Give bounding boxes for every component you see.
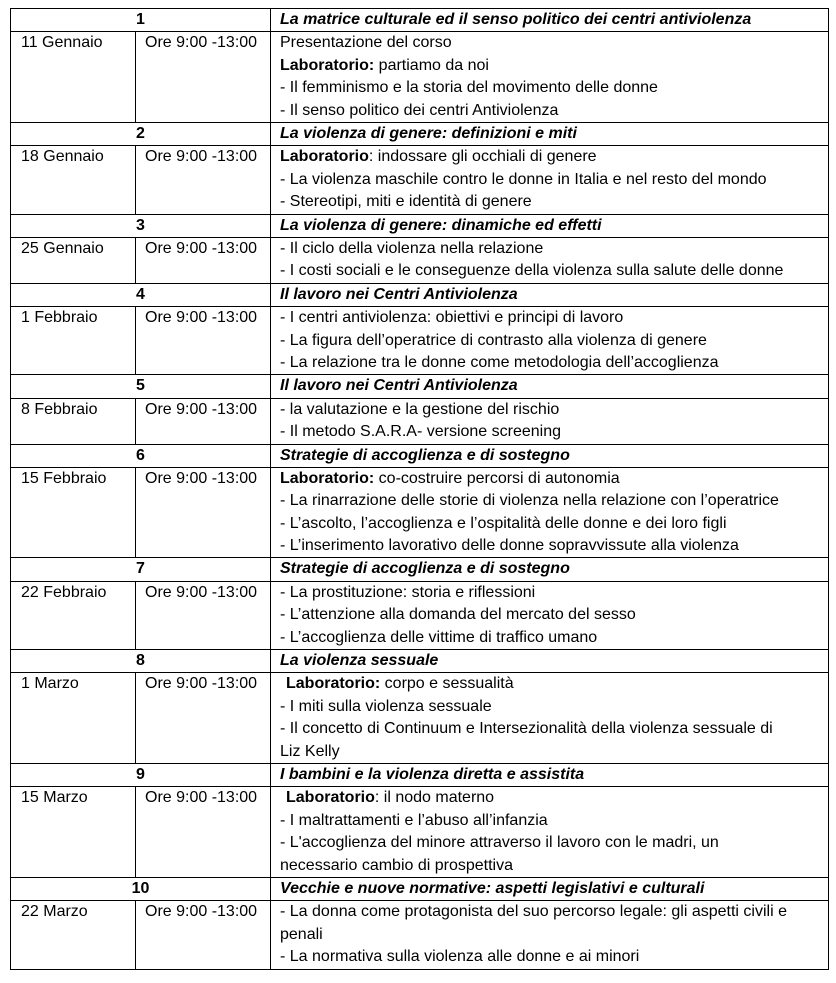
- session-number: 1: [11, 9, 271, 32]
- session-date: 15 Febbraio: [11, 467, 136, 558]
- topic-line: - La rinarrazione delle storie di violenza nella relazione con l’operatrice: [280, 492, 779, 510]
- session-header-row: [11, 122, 829, 145]
- session-time: Ore 9:00 -13:00: [136, 467, 271, 558]
- session-topics: [271, 581, 829, 649]
- session-header-row: [11, 214, 829, 237]
- session-topics: [271, 901, 829, 969]
- session-date: 11 Gennaio: [11, 32, 136, 123]
- topic-line: - I costi sociali e le conseguenze della violenza sulla salute delle donne: [280, 262, 784, 280]
- topic-line-text: corpo e sessualità: [380, 675, 514, 693]
- session-topics: [271, 398, 829, 444]
- laboratorio-label: Laboratorio:: [280, 469, 375, 487]
- topic-line: - I maltrattamenti e l’abuso all’infanzia: [280, 811, 548, 829]
- topic-line: - Il concetto di Continuum e Intersezionalità della violenza sessuale di: [280, 720, 773, 738]
- topic-line: - La relazione tra le donne come metodologia dell’accoglienza: [280, 353, 719, 371]
- topic-line: - L’inserimento lavorativo delle donne sopravvissute alla violenza: [280, 537, 739, 555]
- session-topics: [271, 673, 829, 764]
- topic-line: [280, 468, 824, 490]
- session-header-row: [11, 877, 829, 900]
- session-number: 6: [11, 444, 271, 467]
- session-detail-row: [11, 237, 829, 283]
- topic-line-text: co-costruire percorsi di autonomia: [374, 469, 620, 487]
- session-header-row: [11, 9, 829, 32]
- session-title: Il lavoro nei Centri Antiviolenza: [271, 283, 829, 306]
- session-title: La violenza di genere: definizioni e miti: [271, 122, 829, 145]
- topic-line: - La donna come protagonista del suo percorso legale: gli aspetti civili e: [280, 903, 787, 921]
- session-topics: [271, 237, 829, 283]
- session-detail-row: [11, 467, 829, 558]
- session-date: 1 Marzo: [11, 673, 136, 764]
- session-title: Vecchie e nuove normative: aspetti legislativi e culturali: [271, 877, 829, 900]
- session-time: Ore 9:00 -13:00: [136, 237, 271, 283]
- session-date: 22 Febbraio: [11, 581, 136, 649]
- topic-line-continued: Liz Kelly: [280, 742, 340, 760]
- session-header-row: [11, 375, 829, 398]
- session-title: La violenza sessuale: [271, 650, 829, 673]
- topic-line: - L’ascolto, l’accoglienza e l’ospitalità delle donne e dei loro figli: [280, 514, 727, 532]
- session-number: 9: [11, 764, 271, 787]
- session-number: 2: [11, 122, 271, 145]
- session-detail-row: [11, 146, 829, 214]
- session-detail-row: [11, 901, 829, 969]
- course-schedule-table: [10, 8, 829, 970]
- laboratorio-label: Laboratorio:: [280, 56, 375, 74]
- session-header-row: [11, 283, 829, 306]
- session-detail-row: [11, 581, 829, 649]
- session-date: 25 Gennaio: [11, 237, 136, 283]
- session-time: Ore 9:00 -13:00: [136, 787, 271, 878]
- laboratorio-label: Laboratorio: [286, 789, 375, 807]
- topic-line: - La prostituzione: storia e riflessioni: [280, 583, 536, 601]
- laboratorio-label: Laboratorio: [280, 148, 369, 166]
- session-title: Strategie di accoglienza e di sostegno: [271, 444, 829, 467]
- session-date: 15 Marzo: [11, 787, 136, 878]
- session-number: 3: [11, 214, 271, 237]
- session-number: 5: [11, 375, 271, 398]
- topic-line-continued: penali: [280, 925, 323, 943]
- topic-line: Presentazione del corso: [280, 34, 452, 52]
- session-detail-row: [11, 32, 829, 123]
- session-time: Ore 9:00 -13:00: [136, 32, 271, 123]
- session-title: Strategie di accoglienza e di sostegno: [271, 558, 829, 581]
- session-number: 7: [11, 558, 271, 581]
- session-title: I bambini e la violenza diretta e assistita: [271, 764, 829, 787]
- topic-line: - Stereotipi, miti e identità di genere: [280, 193, 532, 211]
- session-number: 8: [11, 650, 271, 673]
- topic-line: - Il senso politico dei centri Antiviolenza: [280, 101, 559, 119]
- topic-line-text: partiamo da noi: [374, 56, 489, 74]
- topic-line: - I miti sulla violenza sessuale: [280, 697, 492, 715]
- session-topics: [271, 307, 829, 375]
- session-title: La matrice culturale ed il senso politico dei centri antiviolenza: [271, 9, 829, 32]
- topic-line: [280, 673, 824, 695]
- topic-line: - L’accoglienza delle vittime di traffico umano: [280, 628, 598, 646]
- session-time: Ore 9:00 -13:00: [136, 307, 271, 375]
- session-topics: [271, 146, 829, 214]
- session-title: La violenza di genere: dinamiche ed effetti: [271, 214, 829, 237]
- topic-line: - I centri antiviolenza: obiettivi e principi di lavoro: [280, 309, 624, 327]
- session-time: Ore 9:00 -13:00: [136, 581, 271, 649]
- topic-line: - Il ciclo della violenza nella relazione: [280, 239, 544, 257]
- topic-line-continued: necessario cambio di prospettiva: [280, 856, 514, 874]
- session-date: 18 Gennaio: [11, 146, 136, 214]
- session-title: Il lavoro nei Centri Antiviolenza: [271, 375, 829, 398]
- topic-line: - Il femminismo e la storia del movimento delle donne: [280, 79, 658, 97]
- session-time: Ore 9:00 -13:00: [136, 398, 271, 444]
- session-number: 10: [11, 877, 271, 900]
- topic-line: [280, 55, 824, 77]
- topic-line-text: : indossare gli occhiali di genere: [368, 148, 597, 166]
- topic-line: [280, 146, 824, 168]
- session-detail-row: [11, 787, 829, 878]
- session-time: Ore 9:00 -13:00: [136, 901, 271, 969]
- session-header-row: [11, 444, 829, 467]
- topic-line: [280, 787, 824, 809]
- topic-line: - Il metodo S.A.R.A- versione screening: [280, 423, 562, 441]
- topic-line: - La figura dell’operatrice di contrasto alla violenza di genere: [280, 331, 707, 349]
- topic-line-text: : il nodo materno: [374, 789, 495, 807]
- session-topics: [271, 787, 829, 878]
- session-date: 8 Febbraio: [11, 398, 136, 444]
- topic-line: - L’attenzione alla domanda del mercato del sesso: [280, 606, 636, 624]
- session-number: 4: [11, 283, 271, 306]
- topic-line: - La normativa sulla violenza alle donne e ai minori: [280, 948, 640, 966]
- session-time: Ore 9:00 -13:00: [136, 146, 271, 214]
- session-header-row: [11, 650, 829, 673]
- session-detail-row: [11, 307, 829, 375]
- topic-line: - la valutazione e la gestione del rischio: [280, 400, 560, 418]
- session-time: Ore 9:00 -13:00: [136, 673, 271, 764]
- session-date: 22 Marzo: [11, 901, 136, 969]
- laboratorio-label: Laboratorio:: [286, 675, 381, 693]
- session-detail-row: [11, 398, 829, 444]
- session-date: 1 Febbraio: [11, 307, 136, 375]
- session-header-row: [11, 764, 829, 787]
- session-topics: [271, 467, 829, 558]
- topic-line: - La violenza maschile contro le donne in Italia e nel resto del mondo: [280, 170, 767, 188]
- session-detail-row: [11, 673, 829, 764]
- session-header-row: [11, 558, 829, 581]
- topic-line: - L'accoglienza del minore attraverso il lavoro con le madri, un: [280, 834, 719, 852]
- session-topics: [271, 32, 829, 123]
